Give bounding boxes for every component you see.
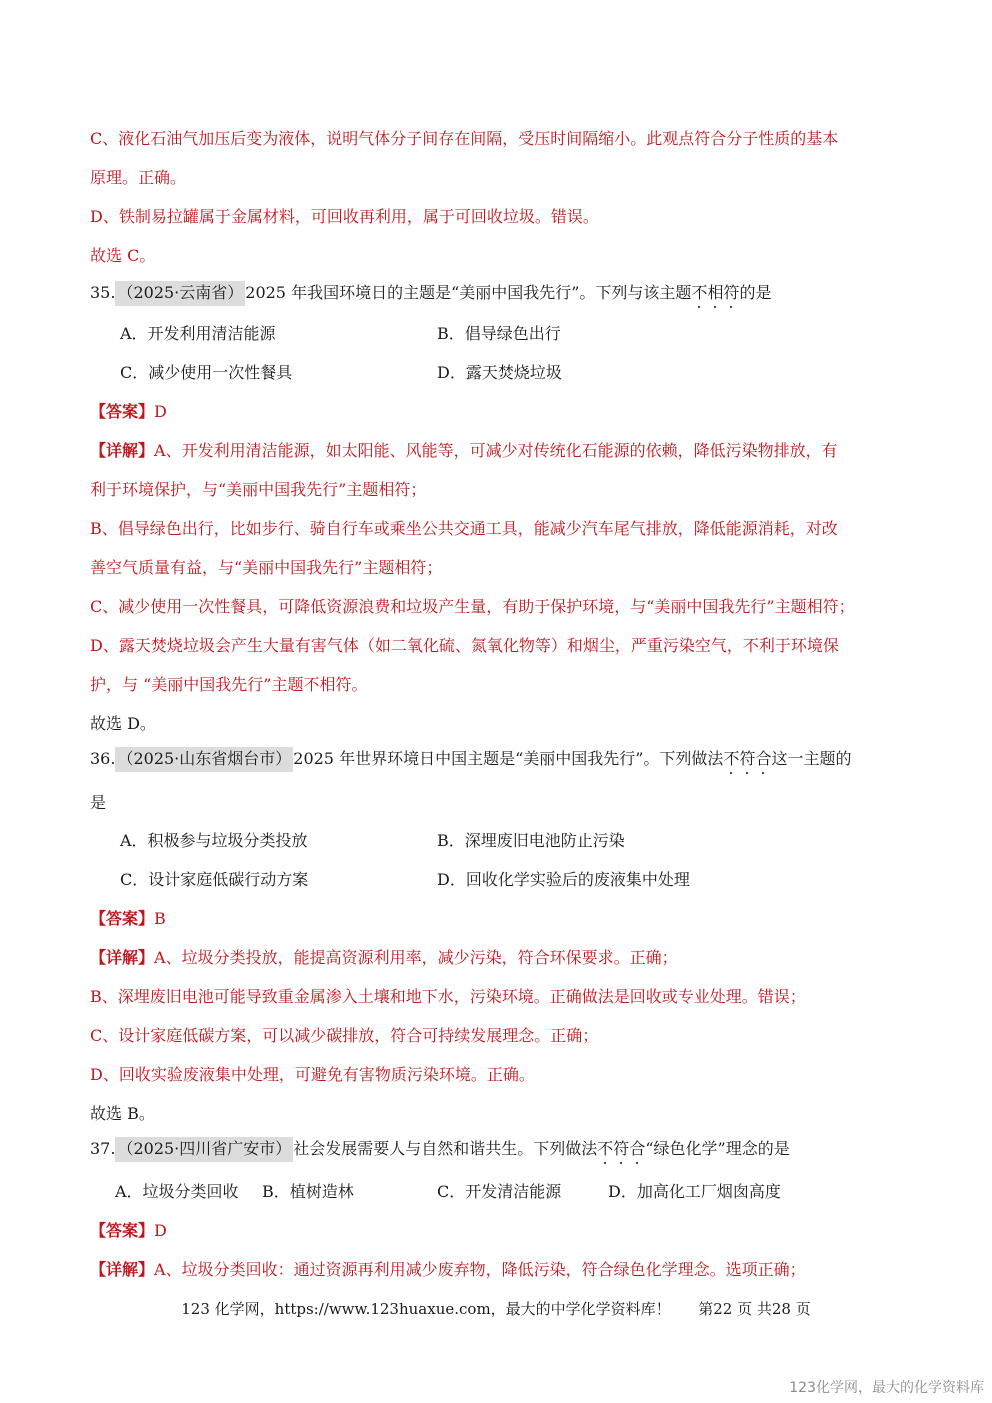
question-number: 35. (90, 283, 116, 302)
emphasis-char: 不 (597, 1139, 614, 1158)
explanation-line: 护，与 “美丽中国我先行”主题不相符。 (90, 675, 368, 694)
explanation-line: B、倡导绿色出行，比如步行、骑自行车或乘坐公共交通工具，能减少汽车尾气排放，降低能源消耗，对改 (90, 519, 838, 538)
source-tag: （2025·山东省烟台市） (115, 747, 293, 772)
prev-conclusion: 故选 C。 (90, 246, 156, 265)
question-number: 36. (90, 749, 116, 768)
explanation-line (90, 1259, 806, 1281)
question-number: 37. (90, 1139, 116, 1158)
emphasis-char: 合 (629, 1139, 646, 1158)
option-b: B．深埋废旧电池防止污染 (437, 831, 625, 850)
option-c: C．减少使用一次性餐具 (120, 363, 293, 382)
footer-text: 123 化学网，https://www.123huaxue.com，最大的中学化学资料库！ (181, 1300, 671, 1318)
detail-label: 【详解】 (90, 948, 155, 967)
emphasis-char: 相 (707, 283, 724, 302)
prev-explanation-c-line1: C、液化石油气加压后变为液体，说明气体分子间存在间隔，受压时间隔缩小。此观点符合分子性质的基本 (90, 129, 839, 148)
page-footer (0, 1298, 992, 1319)
emphasis-char: 不 (723, 749, 740, 768)
explanation-line: 利于环境保护，与“美丽中国我先行”主题相符； (90, 480, 427, 499)
option-b: B．植树造林 (262, 1182, 354, 1201)
stem-text: 2025 年世界环境日中国主题是“美丽中国我先行”。下列做法 (293, 749, 724, 768)
answer-line (90, 401, 167, 423)
option-c: C．开发清洁能源 (437, 1182, 562, 1201)
answer-value: D (154, 402, 167, 421)
emphasis-char: 不 (691, 283, 708, 302)
option-d: D．回收化学实验后的废液集中处理 (437, 870, 690, 889)
source-tag: （2025·云南省） (115, 281, 245, 306)
emphasis-char: 符 (613, 1139, 630, 1158)
question-37-stem (90, 1138, 790, 1160)
emphasis-char: 符 (739, 749, 756, 768)
stem-text: 这一主题的 (771, 749, 852, 768)
option-d: D．加高化工厂烟囱高度 (608, 1182, 781, 1201)
explanation-line: B、深埋废旧电池可能导致重金属渗入土壤和地下水，污染环境。正确做法是回收或专业处理。错误； (90, 987, 806, 1006)
source-tag: （2025·四川省广安市） (115, 1137, 293, 1162)
explanation-line: C、设计家庭低碳方案，可以减少碳排放，符合可持续发展理念。正确； (90, 1026, 599, 1045)
option-a: A．积极参与垃圾分类投放 (120, 831, 308, 850)
option-b: B．倡导绿色出行 (437, 324, 561, 343)
explanation-line: D、露天焚烧垃圾会产生大量有害气体（如二氧化硫、氮氧化物等）和烟尘，严重污染空气，不利于环境保 (90, 636, 839, 655)
explanation-line: C、减少使用一次性餐具，可降低资源浪费和垃圾产生量，有助于保护环境，与“美丽中国我先行”主题相符； (90, 597, 855, 616)
explanation-text: A、垃圾分类投放，能提高资源利用率，减少污染，符合环保要求。正确； (154, 948, 678, 967)
option-a: A．开发利用清洁能源 (120, 324, 276, 343)
watermark: 123化学网，最大的化学资料库 (789, 1380, 984, 1396)
option-d: D．露天焚烧垃圾 (437, 363, 562, 382)
stem-text: 2025 年我国环境日的主题是“美丽中国我先行”。下列与该主题 (245, 283, 692, 302)
answer-label: 【答案】 (90, 402, 155, 421)
option-a: A．垃圾分类回收 (115, 1182, 239, 1201)
explanation-line: 善空气质量有益，与“美丽中国我先行”主题相符； (90, 558, 443, 577)
explanation-line: D、回收实验废液集中处理，可避免有害物质污染环境。正确。 (90, 1065, 535, 1084)
stem-text: “绿色化学”理念的是 (645, 1139, 790, 1158)
detail-label: 【详解】 (90, 1260, 155, 1279)
explanation-text: A、垃圾分类回收：通过资源再利用减少废弃物，降低污染，符合绿色化学理念。选项正确； (154, 1260, 806, 1279)
conclusion: 故选 B。 (90, 1104, 155, 1123)
prev-explanation-c-line2: 原理。正确。 (90, 168, 187, 187)
stem-text: 社会发展需要人与自然和谐共生。下列做法 (293, 1139, 598, 1158)
answer-value: B (154, 909, 166, 928)
conclusion: 故选 D。 (90, 714, 156, 733)
answer-line (90, 908, 166, 930)
question-35-stem (90, 282, 772, 304)
detail-label: 【详解】 (90, 441, 155, 460)
emphasis-char: 符 (723, 283, 740, 302)
answer-line (90, 1220, 167, 1242)
question-36-stem-line2: 是 (90, 793, 107, 812)
answer-label: 【答案】 (90, 909, 155, 928)
question-36-stem (90, 748, 852, 770)
explanation-line (90, 947, 678, 969)
prev-explanation-d-line: D、铁制易拉罐属于金属材料，可回收再利用，属于可回收垃圾。错误。 (90, 207, 599, 226)
explanation-line (90, 440, 838, 462)
stem-text: 的是 (739, 283, 772, 302)
option-c: C．设计家庭低碳行动方案 (120, 870, 309, 889)
answer-label: 【答案】 (90, 1221, 155, 1240)
answer-value: D (154, 1221, 167, 1240)
page-current: 第22 页 (698, 1300, 753, 1318)
page-total: 共28 页 (756, 1300, 811, 1318)
emphasis-char: 合 (755, 749, 772, 768)
explanation-text: A、开发利用清洁能源，如太阳能、风能等，可减少对传统化石能源的依赖，降低污染物排放，有 (154, 441, 838, 460)
